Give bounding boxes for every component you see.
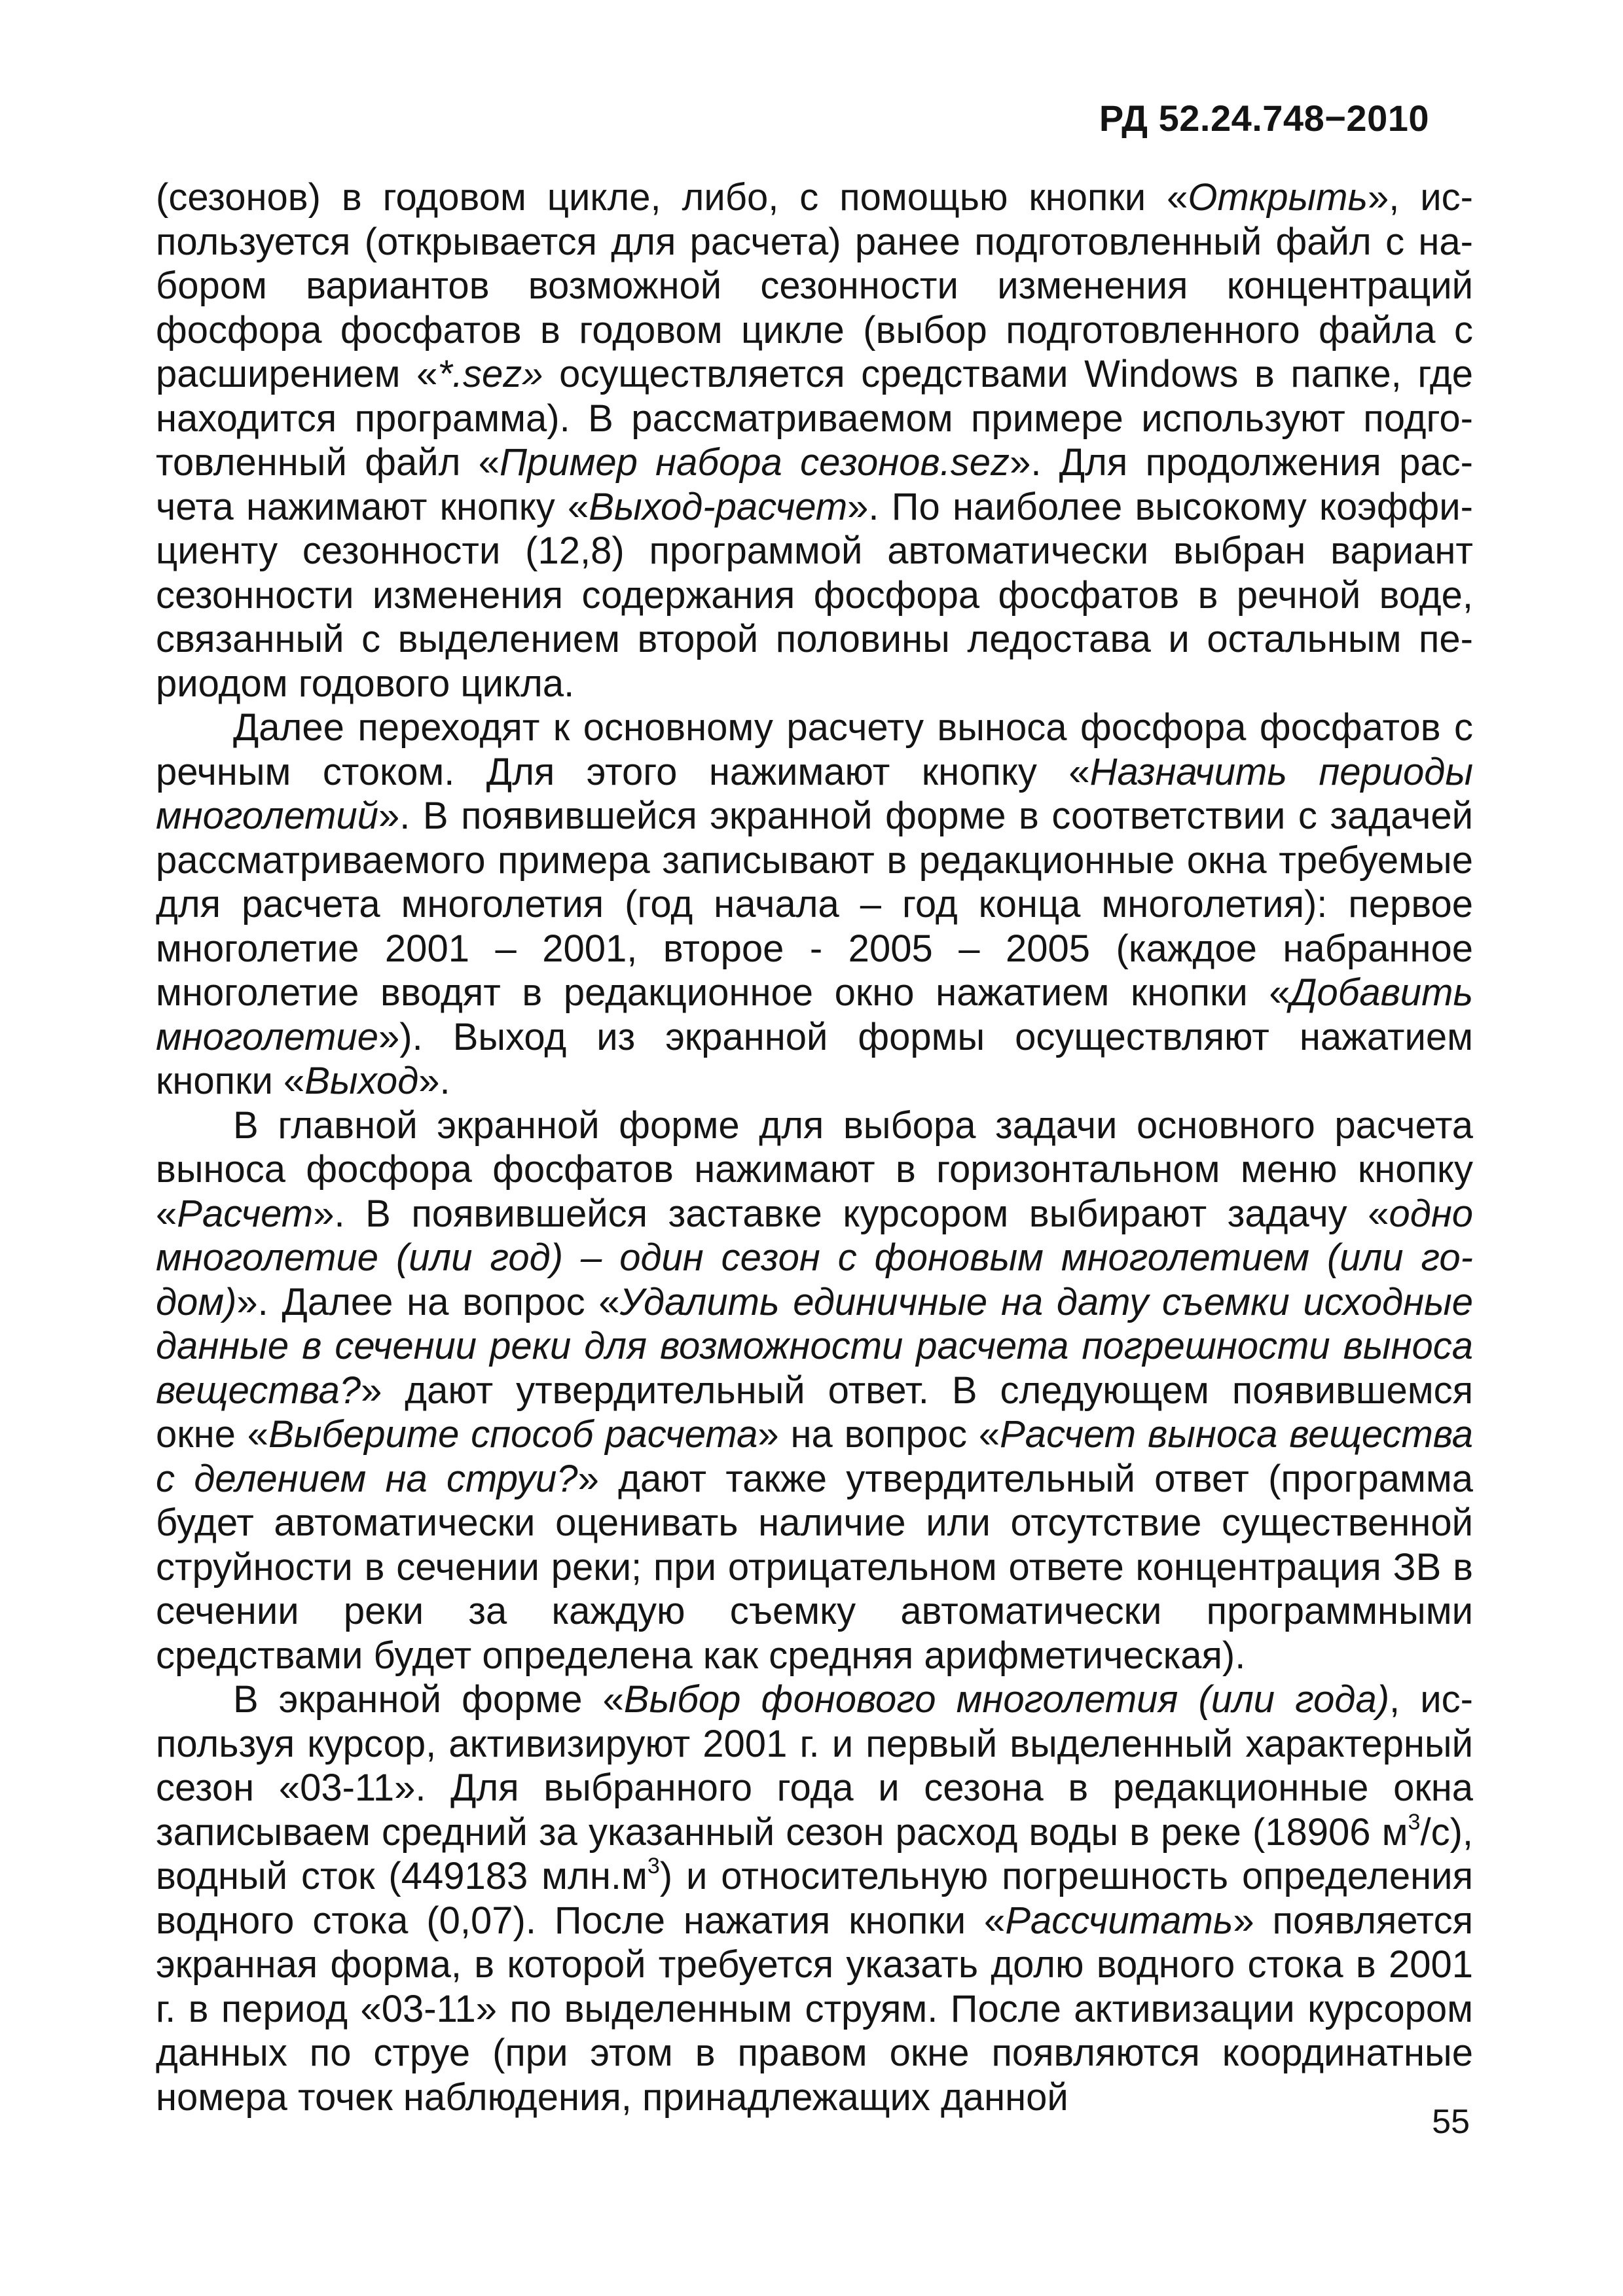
page-number: 55 bbox=[1432, 2103, 1470, 2141]
text-run: (сезонов) в годовом цикле, либо, с помощью кнопки « bbox=[156, 176, 1188, 219]
text-run: ». bbox=[418, 1060, 450, 1102]
text-run: осуществляется средствами Windows в папке, где находится программа). В рассматриваемом примере используют подготовленный файл « bbox=[156, 353, 1473, 484]
italic-run: Пример набора сезонов.sez bbox=[500, 441, 1010, 484]
italic-run: Открыть bbox=[1188, 176, 1368, 219]
text-run: Далее переходят к основному расчету выноса фосфора фосфатов с речным стоком. Для этого нажимают кнопку « bbox=[156, 706, 1473, 793]
text-run: » дают также утвердительный ответ (программа будет автоматически оценивать наличие или отсутствие существенной струйности в сечении реки; при отрицательном ответе концентрация ЗВ в сечении реки за каждую съемку автоматически программными средствами будет определена как средняя арифметическая). bbox=[156, 1457, 1474, 1677]
text-run: /с), водный сток (449183 млн.м bbox=[156, 1810, 1473, 1897]
document-code-header: РД 52.24.748−2010 bbox=[1099, 98, 1429, 139]
text-run: ». В появившейся экранной форме в соответствии с задачей рассматриваемого примера записывают в редакционные окна требуемые для расчета многолетия (год начала – год конца многолетия): первое многолетие 2001 – 2001, второе - 2005 – 2005 (каждое набранное многолетие вводят в редакционное окно нажатием кнопки « bbox=[156, 795, 1473, 1014]
text-run: »). Выход из экранной формы осуществляют нажатием кнопки « bbox=[156, 1015, 1473, 1102]
text-run: », используется (открывается для расчета) ранее подготовленный файл с набором вариантов возможной сезонности изменения концентраций фосфора фосфатов в годовом цикле (выбор подготовленного файла с расширением « bbox=[156, 176, 1473, 395]
paragraph bbox=[156, 1103, 1473, 1678]
paragraph bbox=[156, 175, 1473, 706]
text-run: ». Далее на вопрос « bbox=[236, 1280, 620, 1323]
paragraph bbox=[156, 1677, 1473, 2119]
italic-run: Выбор фонового многолетия (или года) bbox=[623, 1678, 1390, 1721]
text-run: ». По наиболее высокому коэффициенту сезонности (12,8) программой автоматически выбран вариант сезонности изменения содержания фосфора фосфатов в речной воде, связанный с выделением второй половины ледостава и остальным периодом годового цикла. bbox=[156, 485, 1473, 705]
italic-run: Выход-расчет bbox=[589, 485, 848, 528]
text-run: ) и относительную погрешность определения водного стока (0,07). После нажатия кнопки « bbox=[156, 1855, 1473, 1942]
text-run: , используя курсор, активизируют 2001 г. и первый выделенный характерный сезон «03-11». Для выбранного года и сезона в редакционные окна записываем средний за указанный сезон расход воды в реке (18906 м bbox=[156, 1678, 1473, 1854]
italic-run: Назначить периоды многолетий bbox=[156, 750, 1473, 837]
italic-run: Выберите способ расчета bbox=[268, 1413, 758, 1456]
text-run: В главной экранной форме для выбора задачи основного расчета выноса фосфора фосфатов нажимают в горизонтальном меню кнопку « bbox=[156, 1103, 1473, 1235]
body-text bbox=[156, 175, 1473, 2119]
text-run: ». В появившейся заставке курсором выбирают задачу « bbox=[313, 1192, 1389, 1235]
italic-run: Удалить единичные на дату съемки исходные данные в сечении реки для возможности расчета погрешности выноса вещества? bbox=[156, 1280, 1473, 1412]
paragraph bbox=[156, 706, 1473, 1103]
superscript: 3 bbox=[647, 1854, 660, 1878]
italic-run: Выход bbox=[304, 1060, 419, 1102]
italic-run: Добавить многолетие bbox=[156, 971, 1473, 1058]
text-run: » дают утвердительный ответ. В следующем появившемся окне « bbox=[156, 1369, 1473, 1456]
italic-run: Рассчитать bbox=[1005, 1899, 1233, 1942]
italic-run: одно многолетие (или год) – один сезон с фоновым многолетием (или годом) bbox=[156, 1192, 1473, 1323]
text-run: В экранной форме « bbox=[233, 1678, 624, 1721]
italic-run: Расчет bbox=[177, 1192, 314, 1235]
italic-run: *.sez» bbox=[437, 353, 543, 395]
text-run: » появляется экранная форма, в которой требуется указать долю водного стока в 2001 г. в период «03-11» по выделенным струям. После активизации курсором данных по струе (при этом в правом окне появляются координатные номера точек наблюдения, принадлежащих данной bbox=[156, 1899, 1473, 2119]
italic-run: Расчет выноса вещества с делением на струи? bbox=[156, 1413, 1474, 1500]
text-run: ». Для продолжения расчета нажимают кнопку « bbox=[156, 441, 1473, 528]
superscript: 3 bbox=[1408, 1809, 1421, 1835]
text-run: » на вопрос « bbox=[757, 1413, 1000, 1456]
